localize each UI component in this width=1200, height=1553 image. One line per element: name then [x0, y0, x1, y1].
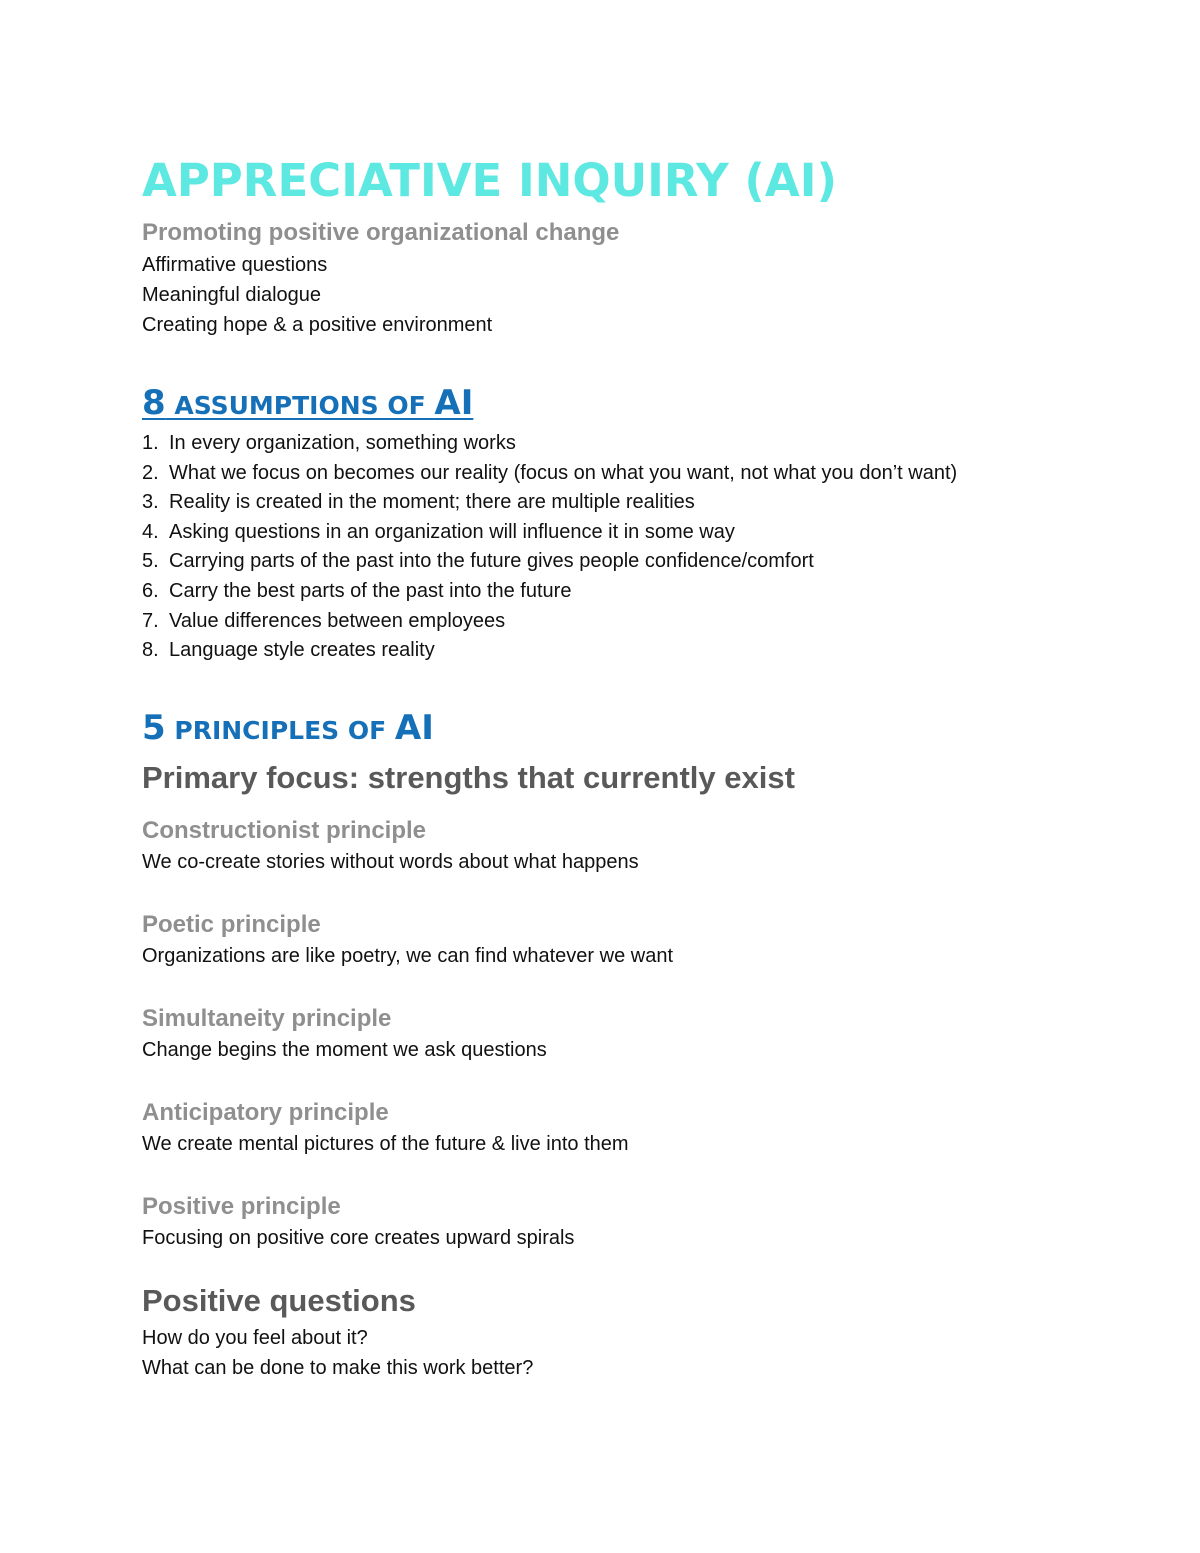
question-line: How do you feel about it?	[142, 1326, 368, 1349]
list-item-text: Carrying parts of the past into the future gives people confidence/comfort	[169, 550, 814, 573]
list-item-index: 3.	[142, 491, 159, 514]
principle-block	[142, 909, 1102, 971]
principles-heading-ai: AI	[394, 707, 434, 748]
intro-line: Meaningful dialogue	[142, 284, 322, 306]
principles-heading-text: PRINCIPLES OF	[165, 715, 395, 745]
list-item	[142, 459, 1102, 489]
principle-name: Poetic principle	[142, 910, 321, 938]
principle-name: Positive principle	[142, 1192, 341, 1220]
principle-description: Focusing on positive core creates upward spirals	[142, 1226, 575, 1249]
question-line: What can be done to make this work better?	[142, 1356, 534, 1379]
principle-description: Change begins the moment we ask questions	[142, 1038, 547, 1061]
list-item	[142, 429, 1102, 459]
assumptions-heading	[142, 382, 1102, 427]
principle-block	[142, 1191, 1102, 1253]
page-subtitle: Promoting positive organizational change	[142, 219, 620, 246]
principle-block	[142, 815, 1102, 877]
intro-line: Creating hope & a positive environment	[142, 314, 493, 336]
list-item	[142, 488, 1102, 518]
principle-description: Organizations are like poetry, we can find whatever we want	[142, 944, 674, 967]
page-title: APPRECIATIVE INQUIRY (AI)	[142, 154, 838, 207]
principles-heading-number: 5	[142, 707, 166, 748]
positive-questions-heading: Positive questions	[142, 1282, 416, 1318]
principle-name: Simultaneity principle	[142, 1004, 392, 1032]
list-item-text: Asking questions in an organization will influence it in some way	[169, 520, 735, 543]
list-item-index: 8.	[142, 639, 159, 662]
list-item-index: 5.	[142, 550, 159, 573]
assumptions-heading-number: 8	[142, 383, 166, 423]
assumptions-heading-ai: AI	[434, 383, 474, 423]
principle-name: Constructionist principle	[142, 816, 427, 844]
positive-questions-list	[142, 1323, 1102, 1383]
assumptions-heading-text: ASSUMPTIONS OF	[165, 391, 435, 420]
principle-description: We co-create stories without words about what happens	[142, 850, 639, 873]
primary-focus-heading: Primary focus: strengths that currently exist	[142, 759, 795, 795]
list-item-text: In every organization, something works	[169, 432, 516, 454]
list-item	[142, 607, 1102, 637]
list-item-index: 1.	[142, 432, 159, 454]
list-item-text: What we focus on becomes our reality (focus on what you want, not what you don’t want)	[169, 461, 958, 484]
list-item	[142, 518, 1102, 548]
list-item-index: 7.	[142, 609, 159, 632]
list-item	[142, 577, 1102, 607]
intro-line: Affirmative questions	[142, 254, 328, 276]
list-item-index: 6.	[142, 579, 159, 602]
list-item-index: 4.	[142, 520, 159, 543]
intro-lines	[142, 250, 1102, 340]
document-page	[142, 150, 1102, 1383]
principle-description: We create mental pictures of the future & live into them	[142, 1132, 629, 1155]
assumptions-list	[142, 429, 1102, 666]
principle-block	[142, 1097, 1102, 1159]
list-item-text: Language style creates reality	[169, 639, 435, 662]
principles-heading	[142, 706, 1102, 753]
principle-block	[142, 1003, 1102, 1065]
list-item-index: 2.	[142, 461, 159, 484]
list-item-text: Value differences between employees	[169, 609, 506, 632]
list-item	[142, 547, 1102, 577]
list-item	[142, 636, 1102, 666]
principle-name: Anticipatory principle	[142, 1098, 389, 1126]
list-item-text: Carry the best parts of the past into the future	[169, 579, 572, 602]
list-item-text: Reality is created in the moment; there are multiple realities	[169, 491, 695, 514]
